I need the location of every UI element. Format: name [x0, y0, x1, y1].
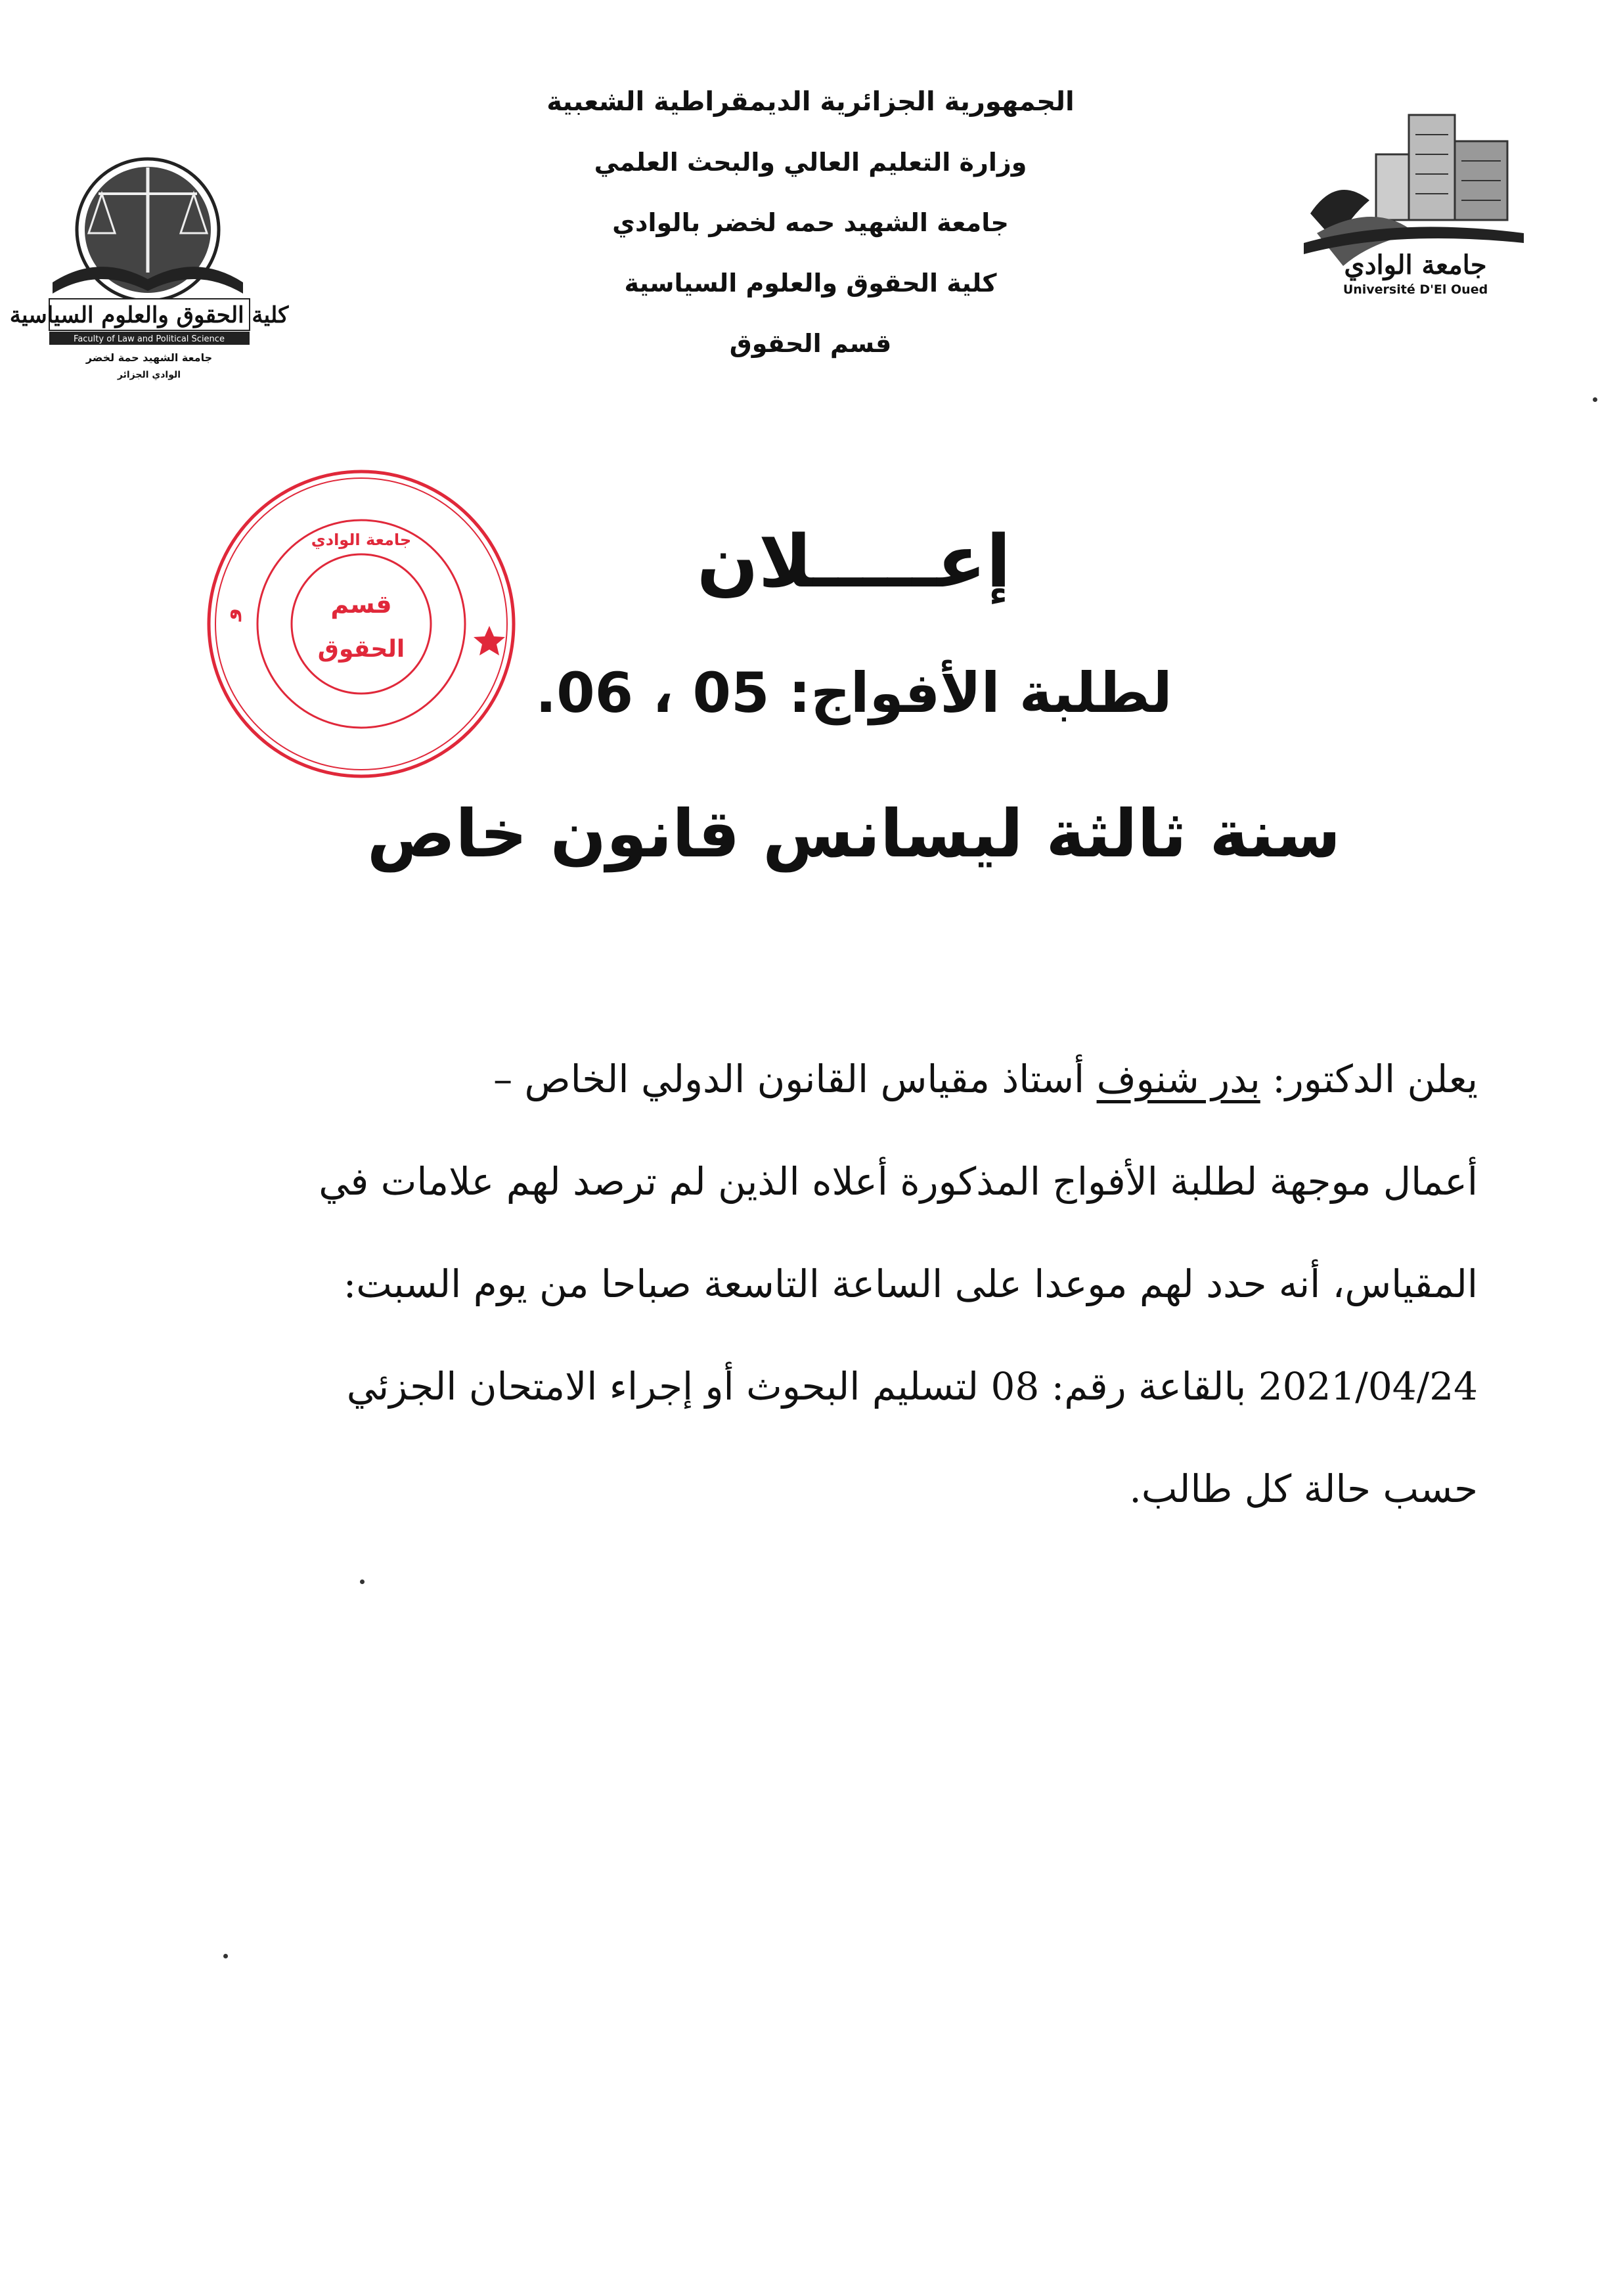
- stamp-inner-top-text: جامعة الوادي: [311, 531, 412, 549]
- professor-name: بدر شنوف: [1096, 1057, 1260, 1101]
- cohorts-heading: لطلبة الأفواج: 05 ، 06.: [535, 661, 1172, 725]
- stamp-center-line2: الحقوق: [317, 636, 405, 663]
- scan-speck: [223, 1954, 228, 1958]
- faculty-logo-sub1: جامعة الشهيد حمة لخضر: [85, 351, 213, 364]
- announcement-title: إعـــــلان: [696, 519, 1011, 604]
- scan-speck: [360, 1579, 365, 1584]
- year-heading: سنة ثالثة ليسانس قانون خاص: [366, 795, 1341, 872]
- faculty-emblem-icon: [9, 141, 289, 391]
- body-line-5: حسب حالة كل طالب.: [1129, 1467, 1478, 1511]
- faculty-logo-sub2: الوادي الجزائر: [117, 370, 181, 380]
- body-line-2: أعمال موجهة لطلبة الأفواج المذكورة أعلاه الذين لم ترصد لهم علامات في: [319, 1159, 1478, 1204]
- body-line-1-end: أستاذ مقياس القانون الدولي الخاص –: [493, 1057, 1097, 1101]
- stamp-center-line1: قسم: [330, 590, 392, 619]
- department-stamp-icon: [200, 463, 522, 785]
- university-building-icon: [1297, 102, 1534, 302]
- body-line-4: 2021/04/24 بالقاعة رقم: 08 لتسليم البحوث أو إجراء الامتحان الجزئي: [346, 1364, 1478, 1409]
- document-header: [394, 85, 1227, 387]
- faculty-logo: [9, 141, 289, 391]
- body-line-3: المقياس، أنه حدد لهم موعدا على الساعة التاسعة صباحا من يوم السبت:: [343, 1262, 1478, 1306]
- header-line-department: قسم الحقوق: [729, 329, 892, 358]
- university-logo-french-label: Université D'El Oued: [1343, 282, 1488, 297]
- header-line-republic: الجمهورية الجزائرية الديمقراطية الشعبية: [546, 87, 1075, 117]
- announcement-body: [171, 1028, 1478, 1540]
- header-line-university: جامعة الشهيد حمه لخضر بالوادي: [612, 208, 1009, 237]
- faculty-logo-arabic-label: كلية الحقوق والعلوم السياسية: [9, 302, 289, 328]
- stamp-ring-text: و: [218, 607, 243, 621]
- scan-speck: [1593, 397, 1597, 402]
- university-logo: [1297, 102, 1534, 302]
- university-logo-arabic-label: جامعة الوادي: [1344, 250, 1487, 280]
- body-line-1-start: يعلن الدكتور:: [1260, 1057, 1478, 1101]
- stamp-star-icon: [474, 626, 505, 655]
- svg-text:وزارة التعليم العالي والبحث ال: [200, 463, 242, 622]
- header-line-ministry: وزارة التعليم العالي والبحث العلمي: [594, 148, 1027, 177]
- header-line-faculty: كلية الحقوق والعلوم السياسية: [624, 269, 997, 298]
- body-line-1: [171, 1028, 1478, 1130]
- faculty-logo-english-label: Faculty of Law and Political Science: [74, 334, 225, 344]
- official-stamp: [200, 463, 522, 785]
